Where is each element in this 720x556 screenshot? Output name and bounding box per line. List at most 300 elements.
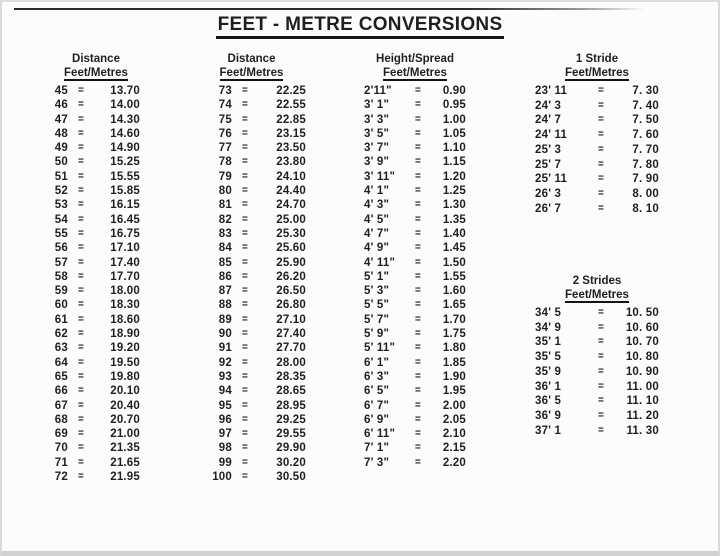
feet-value: 47 [54, 113, 68, 126]
feet-value: 59 [54, 285, 68, 298]
column-header: Distance [72, 53, 120, 65]
conversion-row [197, 399, 306, 413]
column-header: Distance [227, 53, 276, 65]
metres-value: 1.45 [442, 242, 466, 255]
equals-sign: = [241, 113, 249, 125]
metres-value: 10. 90 [625, 365, 659, 378]
metres-value: 29.90 [276, 442, 306, 455]
metres-value: 21.35 [110, 442, 140, 455]
equals-sign: = [241, 270, 249, 282]
equals-sign: = [414, 256, 422, 268]
feet-value: 79 [218, 170, 232, 183]
conversion-row [42, 256, 140, 270]
equals-sign: = [414, 356, 422, 368]
metres-value: 1.25 [442, 185, 466, 198]
feet-value: 36' 1 [535, 380, 562, 393]
conversion-row [42, 213, 140, 227]
conversion-row [535, 380, 659, 395]
equals-sign: = [597, 143, 605, 155]
equals-sign: = [77, 328, 85, 340]
feet-value: 35' 9 [535, 365, 562, 378]
metres-value: 15.25 [110, 156, 140, 169]
metres-value: 10. 70 [625, 336, 659, 349]
equals-sign: = [241, 242, 249, 254]
conversion-row [364, 213, 466, 227]
metres-value: 1.70 [442, 313, 466, 326]
metres-value: 26.20 [276, 270, 306, 283]
conversion-row [42, 284, 140, 298]
feet-value: 94 [218, 385, 232, 398]
metres-value: 20.70 [110, 413, 140, 426]
conversion-row [42, 113, 140, 127]
equals-sign: = [77, 442, 85, 454]
metres-value: 1.95 [442, 385, 466, 398]
equals-sign: = [597, 307, 605, 318]
conversion-row [42, 184, 140, 198]
column-header: Height/Spread [376, 53, 454, 65]
feet-value: 97 [218, 428, 232, 441]
conversion-row [197, 155, 306, 169]
conversion-row [42, 370, 140, 384]
feet-value: 60 [54, 299, 68, 312]
equals-sign: = [77, 156, 85, 168]
metres-value: 29.25 [276, 413, 306, 426]
metres-value: 1.35 [442, 213, 466, 226]
conversion-row [535, 335, 659, 350]
metres-value: 27.10 [276, 313, 306, 326]
conversion-row [535, 202, 659, 217]
conversion-row [364, 427, 466, 441]
feet-value: 68 [54, 413, 68, 426]
feet-value: 48 [54, 127, 68, 140]
metres-value: 1.55 [442, 270, 466, 283]
conversion-row [364, 441, 466, 455]
equals-sign: = [597, 321, 605, 333]
metres-value: 0.95 [442, 99, 466, 112]
metres-value: 28.00 [276, 356, 306, 369]
feet-value: 82 [218, 213, 232, 226]
feet-value: 25' 3 [535, 143, 562, 156]
feet-value: 5' 1" [364, 270, 390, 283]
feet-value: 72 [54, 471, 68, 484]
metres-value: 7. 70 [632, 143, 659, 156]
conversion-row [364, 141, 466, 155]
metres-value: 2.20 [442, 456, 466, 469]
metres-value: 7. 50 [632, 114, 659, 127]
conversion-row [42, 327, 140, 341]
feet-value: 35' 1 [535, 336, 562, 349]
metres-value: 25.00 [276, 213, 306, 226]
feet-value: 98 [218, 442, 232, 455]
column-header: 2 Strides [572, 275, 622, 287]
feet-value: 4' 5" [364, 213, 390, 226]
conversion-row [535, 99, 659, 114]
equals-sign: = [77, 356, 85, 368]
metres-value: 1.40 [442, 227, 466, 240]
conversion-row [42, 313, 140, 327]
equals-sign: = [241, 127, 249, 139]
conversion-row [364, 284, 466, 298]
feet-value: 67 [54, 399, 68, 412]
feet-value: 89 [218, 313, 232, 326]
metres-value: 29.55 [276, 428, 306, 441]
equals-sign: = [241, 299, 249, 311]
conversion-row [364, 241, 466, 255]
metres-value: 21.95 [110, 471, 140, 484]
equals-sign: = [597, 351, 605, 363]
conversion-row [197, 284, 306, 298]
conversion-row [364, 399, 466, 413]
metres-value: 0.90 [442, 85, 466, 97]
feet-value: 76 [218, 127, 232, 140]
conversion-rows [197, 84, 306, 484]
conversion-row [364, 113, 466, 127]
conversion-row [42, 270, 140, 284]
conversion-row [197, 113, 306, 127]
metres-value: 26.80 [276, 299, 306, 312]
equals-sign: = [77, 185, 85, 197]
metres-value: 14.30 [110, 113, 140, 126]
conversion-row [364, 227, 466, 241]
equals-sign: = [241, 213, 249, 225]
conversion-row [364, 370, 466, 384]
metres-value: 14.00 [110, 99, 140, 112]
equals-sign: = [597, 129, 605, 141]
metres-value: 23.80 [276, 156, 306, 169]
conversion-row [42, 384, 140, 398]
metres-value: 17.10 [110, 242, 140, 255]
feet-value: 57 [54, 256, 68, 269]
conversion-row [535, 187, 659, 202]
equals-sign: = [414, 385, 422, 397]
metres-value: 10. 50 [625, 307, 659, 319]
conversion-row [197, 356, 306, 370]
conversion-row [364, 155, 466, 169]
conversion-row [197, 298, 306, 312]
feet-value: 3' 11" [364, 170, 396, 183]
equals-sign: = [414, 428, 422, 440]
feet-value: 96 [218, 413, 232, 426]
equals-sign: = [414, 413, 422, 425]
two-strides-table [535, 274, 659, 438]
equals-sign: = [77, 413, 85, 425]
metres-value: 17.40 [110, 256, 140, 269]
equals-sign: = [414, 270, 422, 282]
conversion-row [42, 170, 140, 184]
feet-value: 71 [54, 456, 68, 469]
column-header: 1 Stride [575, 53, 619, 65]
equals-sign: = [414, 242, 422, 254]
conversion-row [535, 84, 659, 99]
metres-value: 2.15 [442, 442, 466, 455]
feet-value: 51 [54, 170, 68, 183]
feet-value: 2'11" [364, 85, 392, 97]
page-title-text: FEET - METRE CONVERSIONS [216, 14, 505, 39]
metres-value: 24.10 [276, 170, 306, 183]
feet-value: 6' 5" [364, 385, 390, 398]
equals-sign: = [77, 170, 85, 182]
conversion-row [197, 313, 306, 327]
feet-value: 5' 7" [364, 313, 390, 326]
feet-value: 26' 7 [535, 202, 562, 215]
equals-sign: = [241, 399, 249, 411]
metres-value: 19.20 [110, 342, 140, 355]
equals-sign: = [597, 85, 605, 96]
metres-value: 28.65 [276, 385, 306, 398]
feet-value: 23' 11 [535, 85, 568, 97]
conversion-row [364, 384, 466, 398]
metres-value: 2.00 [442, 399, 466, 412]
feet-value: 25' 7 [535, 158, 562, 171]
feet-value: 25' 11 [535, 173, 568, 186]
equals-sign: = [414, 170, 422, 182]
equals-sign: = [597, 380, 605, 392]
feet-value: 5' 5" [364, 299, 390, 312]
conversion-row [535, 321, 659, 336]
conversion-row [42, 456, 140, 470]
conversion-row [42, 441, 140, 455]
feet-value: 49 [54, 142, 68, 155]
equals-sign: = [77, 456, 85, 468]
metres-value: 8. 10 [632, 202, 659, 215]
feet-value: 36' 9 [535, 409, 562, 422]
equals-sign: = [241, 199, 249, 211]
equals-sign: = [77, 142, 85, 154]
metres-value: 23.50 [276, 142, 306, 155]
feet-value: 24' 11 [535, 129, 568, 142]
column-subheader [42, 66, 140, 80]
column-subheader-text: Feet/Metres [219, 67, 284, 79]
metres-value: 20.40 [110, 399, 140, 412]
equals-sign: = [414, 113, 422, 125]
feet-value: 34' 5 [535, 307, 562, 319]
conversion-row [364, 270, 466, 284]
equals-sign: = [77, 385, 85, 397]
conversion-row [535, 424, 659, 439]
equals-sign: = [241, 185, 249, 197]
conversion-row [364, 198, 466, 212]
scan-artifact-line [14, 8, 646, 10]
equals-sign: = [414, 99, 422, 111]
equals-sign: = [597, 409, 605, 421]
distance-table-73-100 [197, 52, 306, 484]
feet-value: 91 [218, 342, 232, 355]
conversion-row [197, 413, 306, 427]
equals-sign: = [241, 227, 249, 239]
feet-value: 54 [54, 213, 68, 226]
conversion-row [42, 427, 140, 441]
equals-sign: = [77, 299, 85, 311]
conversion-row [42, 227, 140, 241]
equals-sign: = [414, 370, 422, 382]
feet-value: 73 [218, 85, 232, 97]
equals-sign: = [77, 399, 85, 411]
feet-value: 70 [54, 442, 68, 455]
equals-sign: = [77, 213, 85, 225]
feet-value: 84 [218, 242, 232, 255]
conversion-row [197, 241, 306, 255]
metres-value: 28.35 [276, 370, 306, 383]
conversion-row [535, 128, 659, 143]
equals-sign: = [241, 328, 249, 340]
feet-value: 58 [54, 270, 68, 283]
equals-sign: = [414, 142, 422, 154]
equals-sign: = [414, 456, 422, 468]
conversion-row [42, 198, 140, 212]
conversion-row [42, 399, 140, 413]
conversion-rows [364, 84, 466, 470]
feet-value: 50 [54, 156, 68, 169]
feet-value: 4' 11" [364, 256, 396, 269]
conversion-row [42, 341, 140, 355]
feet-value: 34' 9 [535, 321, 562, 334]
conversion-row [197, 370, 306, 384]
conversion-row [364, 313, 466, 327]
equals-sign: = [597, 395, 605, 407]
feet-value: 53 [54, 199, 68, 212]
conversion-row [197, 470, 306, 484]
metres-value: 26.50 [276, 285, 306, 298]
column-subheader [364, 66, 466, 80]
feet-value: 99 [218, 456, 232, 469]
metres-value: 22.85 [276, 113, 306, 126]
metres-value: 20.10 [110, 385, 140, 398]
feet-value: 6' 9" [364, 413, 390, 426]
feet-value: 66 [54, 385, 68, 398]
conversion-row [197, 84, 306, 98]
equals-sign: = [77, 256, 85, 268]
metres-value: 11. 10 [626, 395, 659, 408]
metres-value: 1.20 [442, 170, 466, 183]
metres-value: 1.15 [442, 156, 466, 169]
equals-sign: = [77, 199, 85, 211]
metres-value: 1.60 [442, 285, 466, 298]
feet-value: 24' 7 [535, 114, 562, 127]
feet-value: 52 [54, 185, 68, 198]
equals-sign: = [77, 428, 85, 440]
equals-sign: = [241, 385, 249, 397]
metres-value: 17.70 [110, 270, 140, 283]
metres-value: 16.75 [110, 227, 140, 240]
metres-value: 24.70 [276, 199, 306, 212]
column-subheader [535, 66, 659, 80]
feet-value: 100 [212, 471, 232, 484]
conversion-row [197, 327, 306, 341]
metres-value: 21.65 [110, 456, 140, 469]
equals-sign: = [597, 173, 605, 185]
equals-sign: = [597, 202, 605, 214]
metres-value: 28.95 [276, 399, 306, 412]
feet-value: 36' 5 [535, 395, 562, 408]
conversion-row [197, 141, 306, 155]
feet-value: 26' 3 [535, 187, 562, 200]
equals-sign: = [77, 270, 85, 282]
equals-sign: = [241, 170, 249, 182]
page-title [2, 14, 718, 36]
feet-value: 87 [218, 285, 232, 298]
equals-sign: = [241, 285, 249, 297]
column-subheader-text: Feet/Metres [383, 67, 447, 79]
metres-value: 22.55 [276, 99, 306, 112]
metres-value: 7. 60 [632, 129, 659, 142]
conversion-row [42, 127, 140, 141]
conversion-row [197, 198, 306, 212]
metres-value: 16.45 [110, 213, 140, 226]
equals-sign: = [77, 99, 85, 111]
metres-value: 11. 30 [626, 424, 659, 437]
equals-sign: = [597, 158, 605, 170]
conversion-row [197, 213, 306, 227]
feet-value: 56 [54, 242, 68, 255]
metres-value: 11. 20 [626, 409, 659, 422]
conversion-row [197, 341, 306, 355]
metres-value: 1.75 [442, 328, 466, 341]
equals-sign: = [414, 299, 422, 311]
equals-sign: = [414, 442, 422, 454]
conversion-row [535, 158, 659, 173]
metres-value: 19.50 [110, 356, 140, 369]
feet-value: 77 [218, 142, 232, 155]
conversion-rows [535, 84, 659, 216]
metres-value: 23.15 [276, 127, 306, 140]
metres-value: 25.90 [276, 256, 306, 269]
feet-value: 90 [218, 328, 232, 341]
feet-value: 92 [218, 356, 232, 369]
equals-sign: = [414, 85, 422, 96]
equals-sign: = [77, 85, 85, 96]
metres-value: 7. 40 [632, 99, 659, 112]
equals-sign: = [241, 442, 249, 454]
feet-value: 3' 1" [364, 99, 390, 112]
equals-sign: = [597, 424, 605, 436]
feet-value: 5' 3" [364, 285, 390, 298]
equals-sign: = [241, 428, 249, 440]
feet-value: 3' 7" [364, 142, 390, 155]
equals-sign: = [414, 313, 422, 325]
conversion-row [197, 256, 306, 270]
conversion-row [535, 143, 659, 158]
conversion-row [42, 241, 140, 255]
equals-sign: = [77, 285, 85, 297]
feet-value: 75 [218, 113, 232, 126]
equals-sign: = [77, 127, 85, 139]
conversion-row [42, 155, 140, 169]
conversion-row [197, 170, 306, 184]
equals-sign: = [597, 114, 605, 126]
equals-sign: = [414, 127, 422, 139]
conversion-row [535, 306, 659, 321]
metres-value: 11. 00 [626, 380, 659, 393]
metres-value: 18.60 [110, 313, 140, 326]
feet-value: 7' 1" [364, 442, 390, 455]
conversion-row [364, 327, 466, 341]
feet-value: 83 [218, 227, 232, 240]
equals-sign: = [77, 113, 85, 125]
metres-value: 7. 90 [632, 173, 659, 186]
metres-value: 18.00 [110, 285, 140, 298]
feet-value: 45 [54, 85, 68, 97]
feet-value: 78 [218, 156, 232, 169]
feet-value: 64 [54, 356, 68, 369]
feet-value: 6' 1" [364, 356, 390, 369]
equals-sign: = [241, 99, 249, 111]
equals-sign: = [241, 356, 249, 368]
equals-sign: = [241, 256, 249, 268]
feet-value: 4' 1" [364, 185, 390, 198]
equals-sign: = [241, 142, 249, 154]
conversion-row [42, 141, 140, 155]
metres-value: 30.20 [276, 456, 306, 469]
